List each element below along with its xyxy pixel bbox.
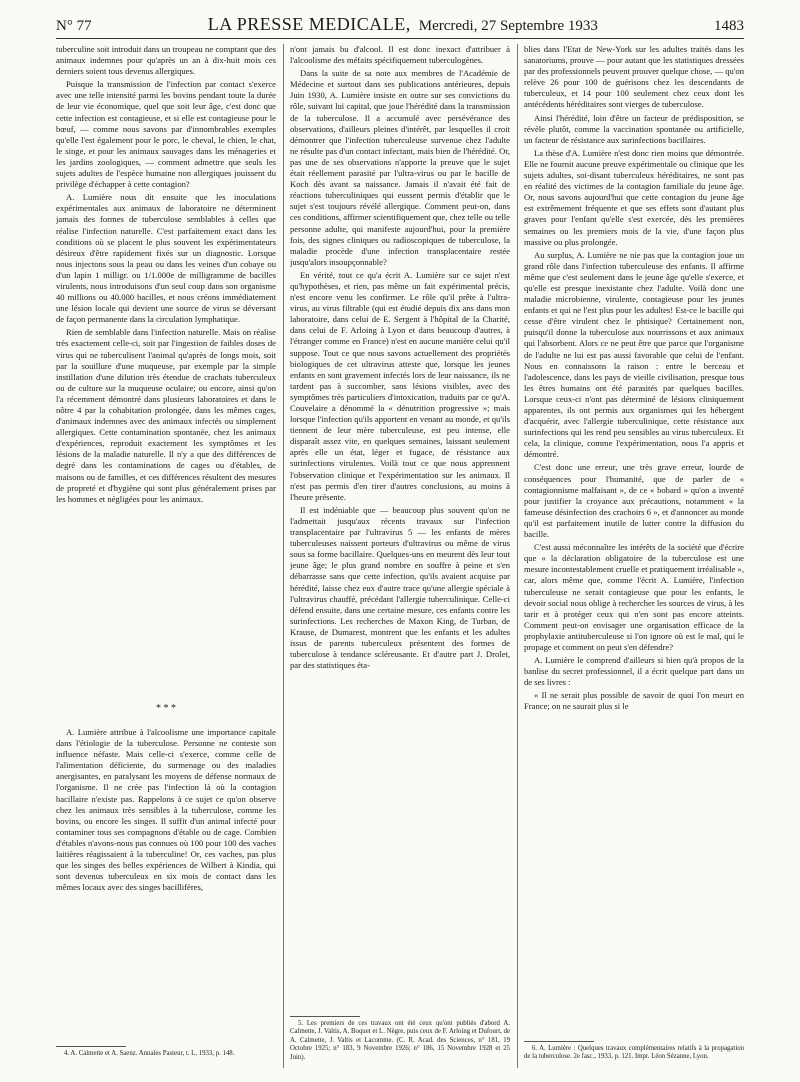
paragraph: n'ont jamais bu d'alcool. Il est donc inexact d'attribuer à l'alcoolisme des méfaits spécifiquement tuberculogènes. xyxy=(290,44,510,66)
paragraph: A. Lumière le comprend d'ailleurs si bien qu'à propos de la banlise du secret professionnel, il a écrit quelque part dans un de ses livres : xyxy=(524,655,744,688)
column-2-body xyxy=(290,44,510,1009)
paragraph: C'est aussi méconnaître les intérêts de la société que d'écrire que « la déclaration obligatoire de la tuberculose est une mesure incontestablement cruelle et pratiquement irréalisable », car, alors même que, comme l'écrit A. Lumière, l'infection tuberculeuse ne serait contagieuse que pour les enfants, le devoir social nous oblige à rechercher les sources de virus, à les tarir et à protéger ceux qui n'en sont pas encore atteints. Comment peut-on envisager une organisation efficace de la prophylaxie antituberculeuse si l'on ignore où est le mal, qui le propage et comment on peut s'en défendre? xyxy=(524,542,744,652)
footnote-rule xyxy=(524,1041,594,1042)
page-header xyxy=(56,14,744,36)
column-divider xyxy=(283,44,284,1068)
text-columns xyxy=(56,44,745,1068)
paragraph: Il est indéniable que — beaucoup plus souvent qu'on ne l'admettait jusqu'aux récents travaux sur l'infection transplacentaire par l'ultravirus 5 — les enfants de mères tuberculeuses naissent porteurs d'ultravirus ou même de virus sous sa forme bacillaire. Quelques-uns en meurent dès leur tout jeune âge; le plus grand nombre en souffre à peine et s'en débarrasse sans que cette infection, qu'ils avaient acquise par hérédité, laisse chez eux d'autre trace qu'une allergie spéciale à l'ultravirus chauffé, précédant l'allergie tuberculinique. Celle-ci défend ensuite, dans une certaine mesure, ces enfants contre les surinfections. Les recherches de Maxon King, de Turban, de Krause, de Dumarest, montrent que les enfants et les adultes issus de parents tuberculeux présentent des formes de tuberculose à tendance scléreusante. Et d'autre part J. Drolet, par des statistiques éta- xyxy=(290,504,510,671)
paragraph: A. Lumière attribue à l'alcoolisme une importance capitale dans l'étiologie de la tuberculose. Personne ne conteste son influence néfaste. Mais celle-ci s'exerce, comme celle de l'alimentation déficiente, du surmenage ou des maladies anergisantes, en paralysant les moyens de défense normaux de l'organisme. Il ne crée pas l'infection là où la contagion bacillaire n'existe pas. Rappelons à ce sujet ce qu'on observe chez les animaux très sensibles à la tuberculose, comme les bovins, ou encore les singes. Il suffit d'un animal infecté pour contaminer tous ses compagnons d'étable ou de cage. Combien d'étables n'avons-nous pas connues où 100 pour 100 des vaches laitières réagissaient à la tuberculine! Or, ces vaches, pas plus que les singes des belles expériences de Wilbert à Kindia, qui sont devenus tuberculeux en six mois de contact dans les mêmes locaux avec des singes bacillifères, xyxy=(56,727,276,893)
paragraph: blies dans l'Etat de New-York sur les adultes traités dans les sanatoriums, prouve — pour autant que les statistiques dressées par des professionnels peuvent prouver quelque chose, — qu'on relève 26 pour 100 de guérisons chez les descendants de tuberculeux, et 14 pour 100 seulement chez ceux dont les antécédents héréditaires sont vierges de tuberculose. xyxy=(524,44,744,110)
journal-title: LA PRESSE MEDICALE, xyxy=(207,14,411,34)
footnote-text: 5. Les premiers de ces travaux ont été ceux qu'ont publiés d'abord A. Calmette, J. Valtis, A. Boquet et L. Nègre, puis ceux de F. Arloing et Dufourt, de A. Calmette, J. Valtis et Lacomme. (C. R. Acad. des Sciences, n° 181, 19 Octobre 1925; n° 183, 9 Novembre 1926; n° 186, 15 Novembre 1928 et 25 Juin). xyxy=(290,1020,510,1061)
issue-date: Mercredi, 27 Septembre 1933 xyxy=(418,18,598,34)
footnote-text: 4. A. Calmette et A. Saenz. Annales Pasteur, t. L, 1933, p. 148. xyxy=(64,1050,235,1057)
column-1-section-2 xyxy=(56,727,276,1027)
section-separator: * * * xyxy=(156,703,176,714)
header-center xyxy=(208,14,598,35)
column-1 xyxy=(56,44,276,1068)
paragraph: Au surplus, A. Lumière ne nie pas que la contagion joue un grand rôle dans l'infection tuberculeuse des enfants. Il affirme même que c'est seulement dans le jeune âge qu'elle s'exerce, et qu'elle est presque inexistante chez l'adulte. Voilà donc une maladie microbienne, virulente, contagieuse pour les jeunes enfants et qui ne l'est plus pour les adultes! Est-ce le bacille qui cesse d'être virulent chez le phtisique? Certainement non, puisqu'il donne la tuberculose aux nourrissons et aux animaux qui l'absorbent. Alors ce ne peut être que parce que l'organisme de l'adulte ne lui est pas aussi favorable que celui de l'enfant. Nous en connaissons la raison : entre le berceau et l'adolescence, dans les pays de vieille civilisation, presque tous les êtres humains ont été parasités par quelques bacilles. Lorsque ceux-ci n'ont pas déterminé de lésions cliniquement apparentes, ils ont permis aux organismes qui les hébergent d'acquérir, avec l'allergie tuberculinique, cette résistance aux surinfections qui les rend peu sensibles au virus tuberculeux. Et cela, la clinique, comme l'expérimentation, nous l'a appris et démontré. xyxy=(524,249,744,460)
footnote-rule xyxy=(290,1016,360,1017)
footnote-text: 6. A. Lumière : Quelques travaux complémentaires relatifs à la propagation de la tuberculose. 2e fasc., 1933, p. 121. Impr. Léon Sézanne, Lyon. xyxy=(524,1045,744,1061)
paragraph: C'est donc une erreur, une très grave erreur, lourde de conséquences pour l'humanité, que de parler de « contagionnisme malfaisant », de ce « bobard » qu'on a inventé pour justifier la croyance aux précautions, notamment « la fameuse désinfection des crachoirs 6 », et d'annoncer au monde qu'il est parfaitement inutile de lutter contre la diffusion du bacille. xyxy=(524,462,744,540)
footnote-rule xyxy=(56,1046,126,1047)
issue-number: N° 77 xyxy=(56,18,92,34)
paragraph: Puisque la transmission de l'infection par contact s'exerce avec une telle intensité parmi les bovins pendant toute la durée de leur vie économique, quel que soit leur âge, c'est donc que cette infection est contagieuse, et si elle est contagieuse pour le bœuf, — comme nous savons par d'innombrables exemples qu'elle l'est également pour le porc, le cheval, le chien, le chat, le singe, et pour les animaux sauvages dans les ménageries et les jardins zoologiques, — comment admettre que seuls les sujets adultes de l'espèce humaine non allergiques jouissent du privilège d'échapper à cette contagion? xyxy=(56,79,276,190)
paragraph: La thèse d'A. Lumière n'est donc rien moins que démontrée. Elle ne fournit aucune preuve expérimentale ou clinique que les sujets adultes, soi-disant tuberculeux héréditaires, ne sont pas en réalité des victimes de la contagion familiale du jeune âge. Or, nous savons aujourd'hui que cette contagion du jeune âge est extrêmement fréquente et que ses effets sont d'autant plus graves pour l'enfant qu'elle s'est exercée, dès les premières semaines ou les premiers mois de la vie, d'une façon plus massive ou plus prolongée. xyxy=(524,147,744,247)
column-1-body xyxy=(56,44,276,699)
paragraph: Dans la suite de sa note aux membres de l'Académie de Médecine et surtout dans ses publications antérieures, depuis Juin 1930, A. Lumière insiste en outre sur ses convictions du rôle, suivant lui capital, que joue l'hérédité dans la transmission de la tuberculose. Il a accumulé avec persévérance des observations, d'ailleurs pleines d'intérêt, par lesquelles il croit démontrer que l'infection tuberculeuse survenue chez l'adulte ne résulte pas d'un contact infectant, mais bien de l'hérédité. Or, pas une de ses observations n'apporte la preuve que le sujet était réellement parasité par l'ultra-virus ou par le bacille de Koch dès avant sa naissance. Jamais il n'avait été fait de réactions tuberculiniques qui eussent permis d'établir que le sujet s'est toujours révélé allergique. Comment peut-on, dans ces conditions, affirmer scientifiquement que, chez telle ou telle personne adulte, qui manifeste aujourd'hui, pour la première fois, des signes cliniques ou radioscopiques de tuberculose, la maladie procède d'une infection transplacentaire restée jusqu'alors insoupçonnable? xyxy=(290,68,510,267)
footnote-6 xyxy=(524,1045,744,1062)
footnote-5 xyxy=(290,1020,510,1062)
footnote-4 xyxy=(56,1050,276,1058)
header-rule xyxy=(56,38,744,39)
paragraph: tuberculine soit introduit dans un troupeau ne comptant que des animaux indemnes pour qu'après un an à dix-huit mois ces derniers soient tous devenus allergiques. xyxy=(56,44,276,77)
paragraph: En vérité, tout ce qu'a écrit A. Lumière sur ce sujet n'est qu'hypothèses, et rien, pas même un fait expérimental précis, n'est encore venu les confirmer. Le rôle qu'il prête à l'ultra-virus, au virus filtrable (qui est étudié depuis dix ans dans mon laboratoire, dans celui de E. Sergent à l'hôpital de la Charité, dans celui de F. Arloing à Lyon et dans beaucoup d'autres, à l'étranger comme en France) n'est en aucune manière celui qu'il suppose. Tout ce que nous savons actuellement des propriétés biologiques de cet ultravirus atteste que, lorsque les jeunes enfants en sont gravement infectés lors de leur naissance, ils ne tardent pas à succomber, sans lésions visibles, avec des symptômes très particuliers d'intoxication, traduits par ce qu'A. Couvelaire a dénommé la « dénutrition progressive »; mais lorsque l'infection qu'ils apportent en venant au monde, et qu'ils tiennent de leur mère tuberculeuse, est peu intense, elle disparaît assez vite, en quelques semaines, laissant seulement après elle un état, léger et fugace, de résistance aux surinfections virulentes. Voilà tout ce que nous apprennent l'observation clinique et l'expérimentation sur les animaux. Il n'est pas permis d'en tirer d'autres conclusions, au moins à l'heure présente. xyxy=(290,269,510,502)
column-2 xyxy=(290,44,510,1068)
column-3-body xyxy=(524,44,744,1029)
paragraph: « Il ne serait plus possible de savoir de quoi l'on meurt en France; on ne saurait plus si le xyxy=(524,690,744,712)
paragraph: Rien de semblable dans l'infection naturelle. Mais on réalise très exactement celle-ci, soit par l'ingestion de faibles doses de virus qui ne tuberculisent l'animal qu'après de longs mois, soit par la souillure d'une muqueuse, par exemple par la simple instillation d'une dilution très étendue de crachats tuberculeux ou de culture sur la muqueuse oculaire; ou encore, ainsi qu'on l'a récemment démontré dans plusieurs laboratoires et dans le nôtre 4 par la cohabitation prolongée, dans les mêmes cages, d'animaux indemnes avec des animaux infectés ou simplement allergiques. Cette contamination spontanée, chez les animaux d'expériences, reproduit exactement les symptômes et les lésions de la maladie naturelle. Il n'y a que des différences de degré dans les contaminations de cages ou d'étables, de maisons ou de familles, et ces différences résultent des mesures de propreté et d'hygiène qui sont plus généralement prises par les hommes et négligées pour les animaux. xyxy=(56,327,276,504)
page-number: 1483 xyxy=(714,18,744,34)
paragraph: A. Lumière nous dit ensuite que les inoculations expérimentales aux animaux de laboratoire ne déterminent jamais des formes de tuberculose semblables à celles que réalise l'infection naturelle. C'est parfaitement exact dans les conditions où se placent le plus souvent les expérimentateurs désireux d'être rapidement fixés sur un diagnostic. Lorsque nous injectons sous la peau ou dans les veines d'un cobaye ou d'un lapin 1 milligr. ou 1/1.000e de milligramme de bacilles virulents, nous introduisons d'un seul coup dans son organisme 40 millions ou 40.000 bacilles, et nous créons immédiatement une lésion locale qui devient une source de virus se déversant de façon permanente dans la circulation lymphatique. xyxy=(56,192,276,325)
column-3 xyxy=(524,44,744,1068)
column-divider xyxy=(517,44,518,1068)
paragraph: Ainsi l'hérédité, loin d'être un facteur de prédisposition, se révèle plutôt, comme la vaccination spontanée ou artificielle, un facteur de résistance aux surinfections bacillaires. xyxy=(524,112,744,145)
